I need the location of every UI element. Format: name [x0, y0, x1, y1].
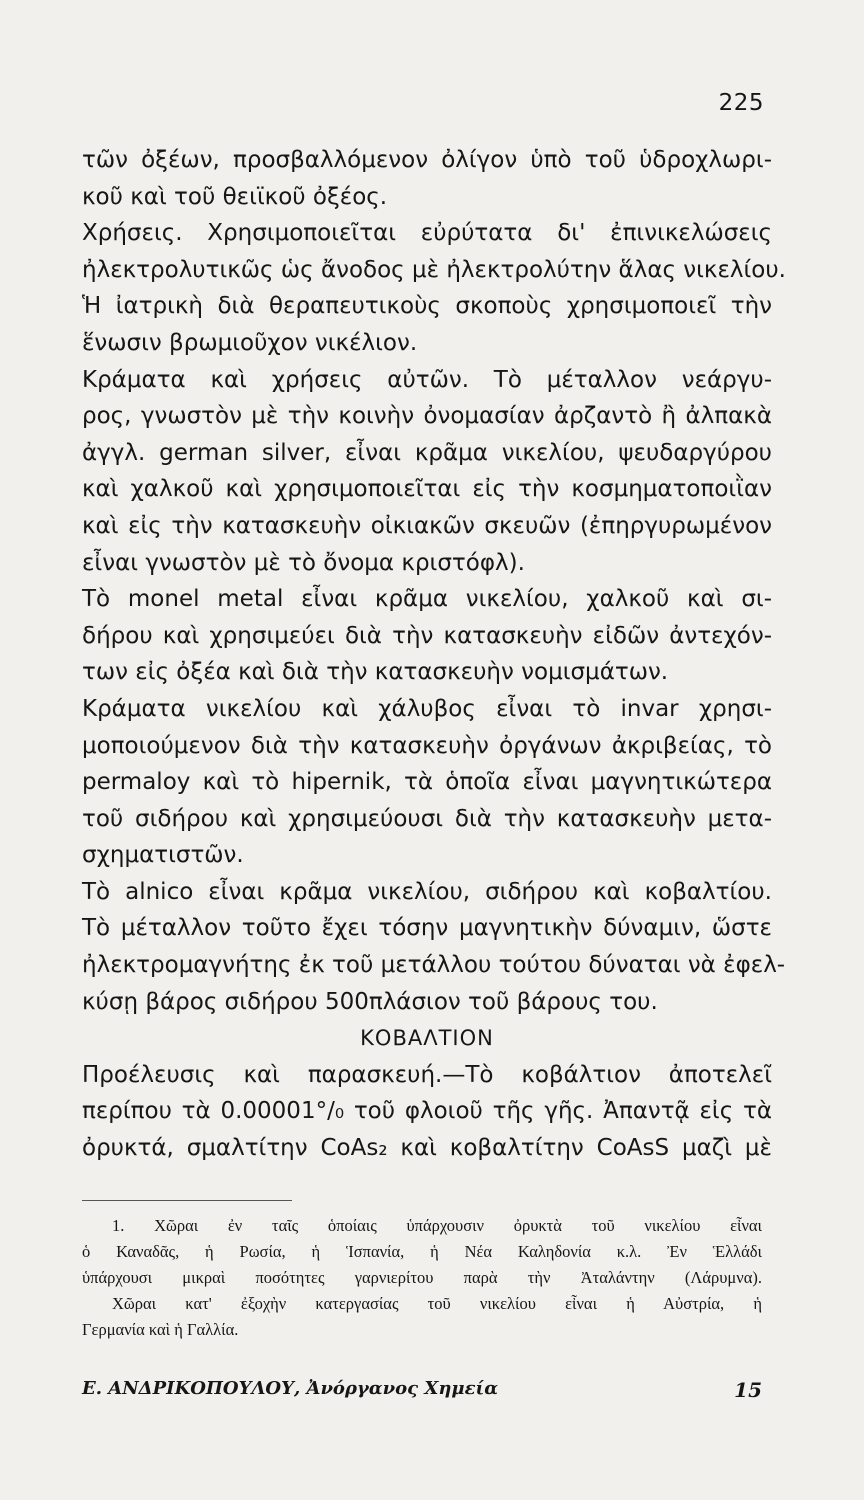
text-line: κύσῃ βάρος σιδήρου 500πλάσιον τοῦ βάρους του. [82, 988, 658, 1015]
body-text [82, 142, 786, 1167]
text-line: καὶ εἰς τὴν κατασκευὴν οἰκιακῶν σκευῶν (ἐπηργυρωμένον [82, 512, 772, 539]
text-line: Κράματα νικελίου καὶ χάλυβος εἶναι τὸ invar χρησι- [82, 695, 772, 722]
text-line: Ἡ ἰατρικὴ διὰ θεραπευτικοὺς σκοποὺς χρησιμοποιεῖ τὴν [82, 293, 772, 320]
text-line: μοποιούμενον διὰ τὴν κατασκευὴν ὀργάνων ἀκριβείας, τὸ [82, 732, 772, 759]
text-line: περίπου τὰ 0.00001°/₀ τοῦ φλοιοῦ τῆς γῆς. Ἀπαντᾷ εἰς τὰ [82, 1098, 772, 1125]
text-line: Τὸ alnico εἶναι κρᾶμα νικελίου, σιδήρου καὶ κοβαλτίου. [82, 878, 772, 905]
footnote-divider [82, 1200, 292, 1201]
signature-mark: 15 [734, 1378, 762, 1402]
text-line: εἶναι γνωστὸν μὲ τὸ ὄνομα κριστόφλ). [82, 549, 525, 576]
imprint-author-title: Ε. ΑΝΔΡΙΚΟΠΟΥΛΟΥ, Ἀνόργανος Χημεία [82, 1378, 499, 1399]
footnote-line: 1. Χῶραι ἐν ταῖς ὁποίαις ὑπάρχουσιν ὀρυκτὰ τοῦ νικελίου εἶναι [112, 1216, 762, 1235]
footnote-line: Γερμανία καὶ ἡ Γαλλία. [82, 1320, 239, 1339]
text-line: ὀρυκτά, σμαλτίτην CoAs₂ καὶ κοβαλτίτην CoAsS μαζὶ μὲ [82, 1135, 772, 1162]
section-heading-line: Κράματα καὶ χρήσεις αὐτῶν. Τὸ μέταλλον νεάργυ- [82, 366, 772, 393]
text-line: ἠλεκτρολυτικῶς ὡς ἄνοδος μὲ ἠλεκτρολύτην ἅλας νικελίου. [82, 256, 786, 283]
text-line: permaloy καὶ τὸ hipernik, τὰ ὁποῖα εἶναι μαγνητικώτερα [82, 769, 772, 796]
text-line: ἠλεκτρομαγνήτης ἐκ τοῦ μετάλλου τούτου δύναται νὰ ἐφελ- [82, 952, 786, 979]
text-line: τοῦ σιδήρου καὶ χρησιμεύουσι διὰ τὴν κατασκευὴν μετα- [82, 805, 772, 832]
chapter-title: ΚΟΒΑΛΤΙΟΝ [360, 1026, 494, 1051]
page-number: 225 [718, 90, 764, 116]
text-line: ἕνωσιν βρωμιοῦχον νικέλιον. [82, 329, 418, 356]
text-line: σχηματιστῶν. [82, 842, 244, 869]
footnotes [82, 1213, 762, 1343]
text-line: των εἰς ὀξέα καὶ διὰ τὴν κατασκευὴν νομισμάτων. [82, 659, 669, 686]
text-line: τῶν ὀξέων, προσβαλλόμενον ὀλίγον ὑπὸ τοῦ ὑδροχλωρι- [82, 147, 772, 173]
text-line: Τὸ monel metal εἶναι κρᾶμα νικελίου, χαλκοῦ καὶ σι- [82, 586, 772, 613]
section-heading-line: Προέλευσις καὶ παρασκευή.—Τὸ κοβάλτιον ἀποτελεῖ [82, 1061, 772, 1088]
text-line: ἀγγλ. german silver, εἶναι κρᾶμα νικελίου, ψευδαργύρου [82, 439, 772, 466]
text-line: κοῦ καὶ τοῦ θειϊκοῦ ὀξέος. [82, 183, 388, 210]
text-line: δήρου καὶ χρησιμεύει διὰ τὴν κατασκευὴν εἰδῶν ἀντεχόν- [82, 622, 772, 649]
text-line: Τὸ μέταλλον τοῦτο ἔχει τόσην μαγνητικὴν δύναμιν, ὥστε [82, 915, 772, 942]
text-line: καὶ χαλκοῦ καὶ χρησιμοποιεῖται εἰς τὴν κοσμηματοποιῒαν [82, 476, 772, 503]
footnote-line: ὁ Καναδᾶς, ἡ Ρωσία, ἡ Ἱσπανία, ἡ Νέα Καληδονία κ.λ. Ἐν Ἑλλάδι [82, 1242, 762, 1261]
footnote-line: Χῶραι κατ' ἐξοχὴν κατεργασίας τοῦ νικελίου εἶναι ἡ Αὐστρία, ἡ [112, 1294, 762, 1313]
text-line: Χρήσεις. Χρησιμοποιεῖται εὐρύτατα δι' ἐπινικελώσεις [82, 220, 772, 247]
text-line: ρος, γνωστὸν μὲ τὴν κοινὴν ὀνομασίαν ἀρζαντὸ ἢ ἀλπακὰ [82, 403, 772, 430]
footnote-line: ὑπάρχουσι μικραὶ ποσότητες γαρνιερίτου παρὰ τὴν Ἀταλάντην (Λάρυμνα). [82, 1268, 762, 1287]
